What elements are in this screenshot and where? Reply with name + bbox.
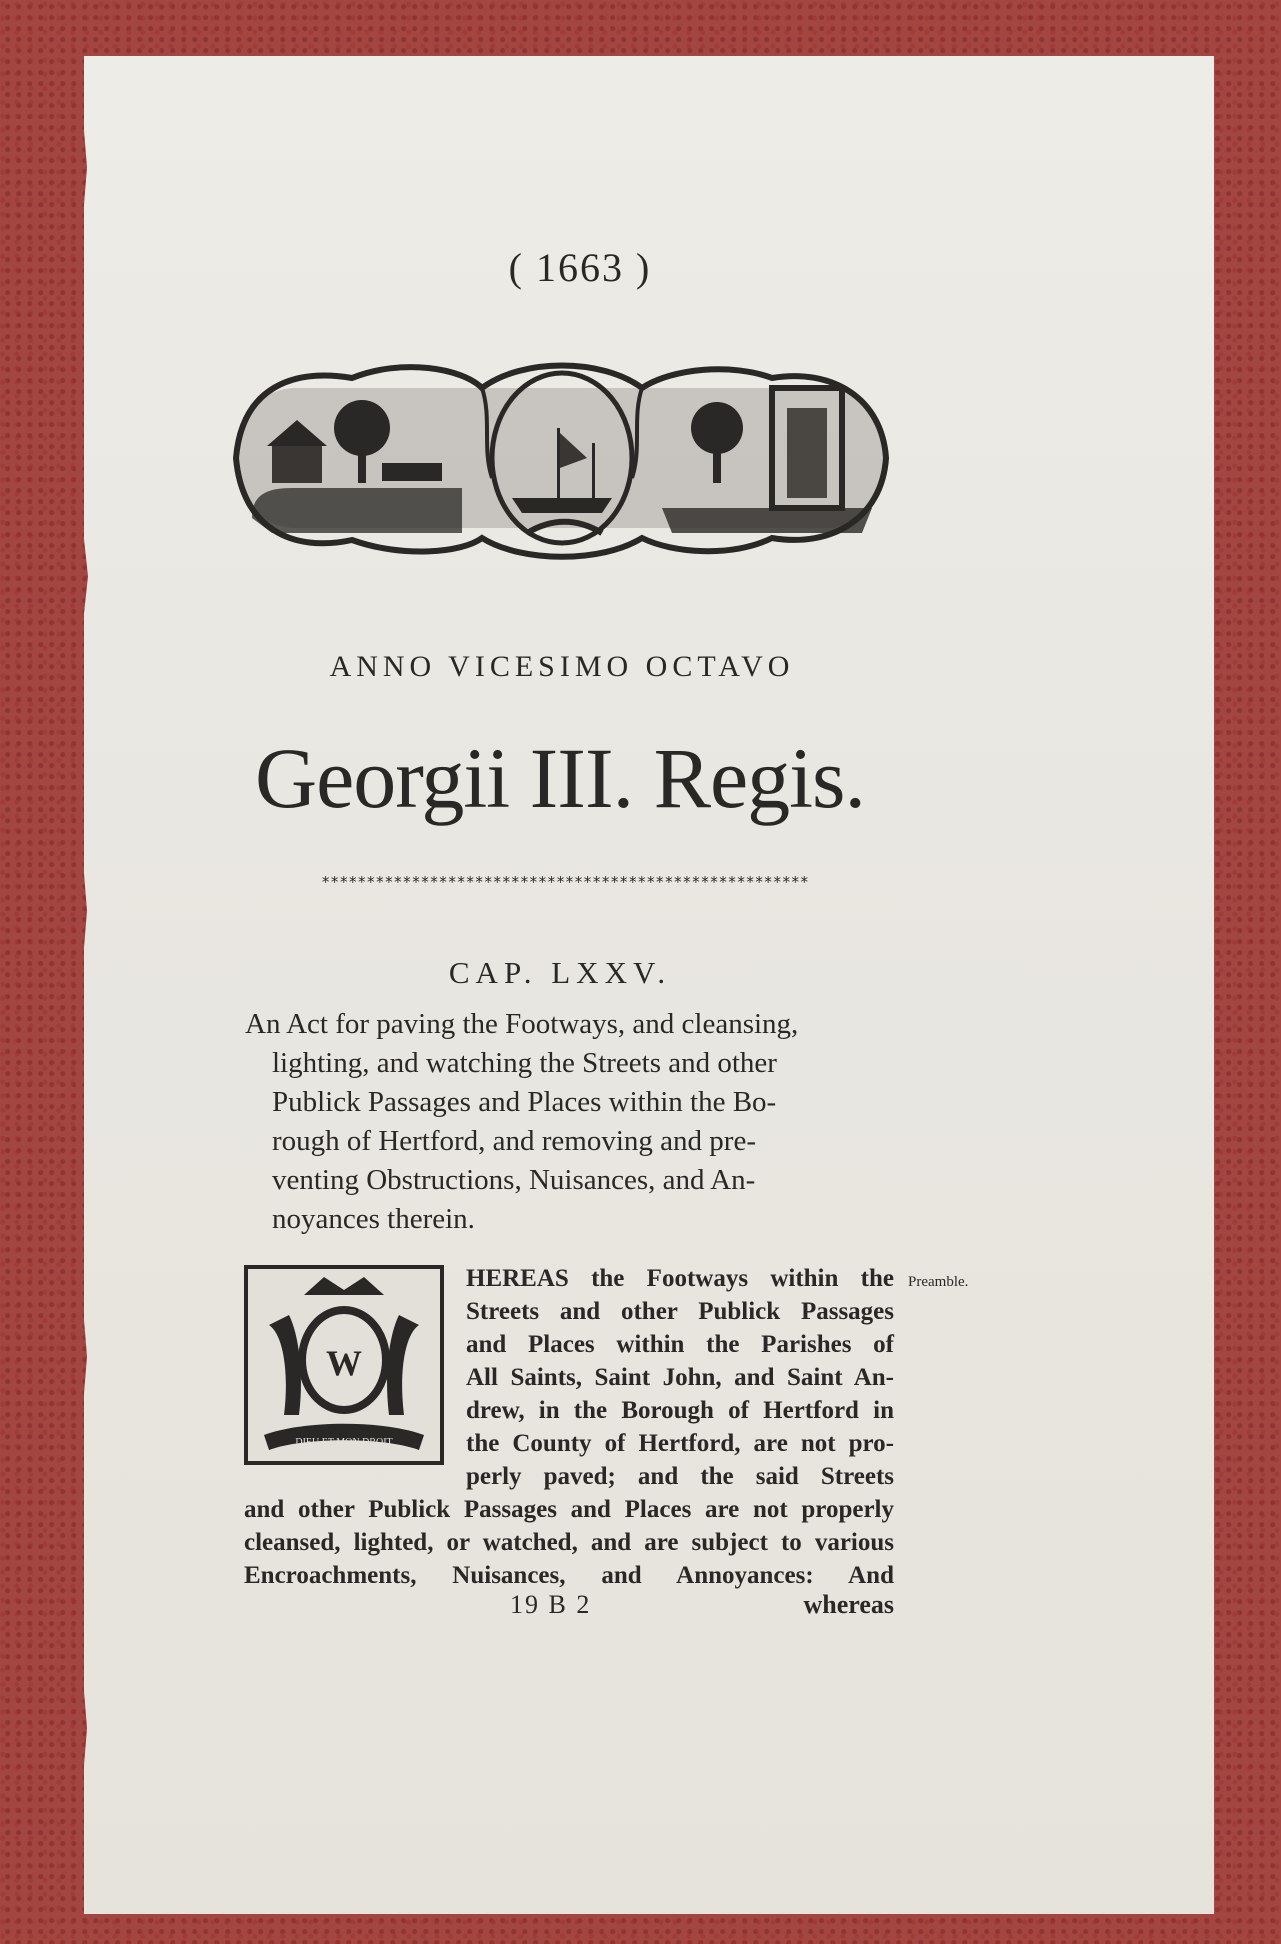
act-title-line: An Act for paving the Footways, and cleansing,: [245, 1008, 799, 1040]
act-title-line: lighting, and watching the Streets and other: [272, 1047, 777, 1079]
body-line: HEREAS the Footways within the: [466, 1265, 894, 1292]
act-title-line: Publick Passages and Places within the Bo-: [272, 1086, 777, 1118]
chapter-heading: CAP. LXXV.: [448, 955, 672, 990]
body-line: Encroachments, Nuisances, and Annoyances: And: [244, 1562, 894, 1589]
preamble-body: [244, 1262, 894, 1592]
headpiece-woodcut-icon: [232, 348, 890, 570]
act-title-line: noyances therein.: [272, 1203, 475, 1235]
page-number: ( 1663 ): [508, 245, 652, 290]
signature-mark: 19 B 2: [510, 1590, 592, 1619]
ornamental-rule: ******************************************************: [321, 873, 809, 891]
act-title-line: venting Obstructions, Nuisances, and An-: [272, 1164, 756, 1196]
body-line: perly paved; and the said Streets: [466, 1463, 894, 1490]
act-title-line: rough of Hertford, and removing and pre-: [272, 1125, 756, 1157]
year-heading: ANNO VICESIMO OCTAVO: [329, 650, 795, 683]
catchword: whereas: [803, 1590, 894, 1619]
act-title: [245, 1005, 895, 1239]
body-line: the County of Hertford, are not pro-: [466, 1430, 894, 1457]
reign-title: Georgii III. Regis.: [255, 730, 865, 826]
arms-initial-letter: W: [326, 1343, 362, 1383]
body-line: Streets and other Publick Passages: [466, 1298, 894, 1325]
body-line: cleansed, lighted, or watched, and are subject to various: [244, 1529, 894, 1556]
arms-motto: DIEU ET MON DROIT: [295, 1437, 393, 1448]
body-line: drew, in the Borough of Hertford in: [466, 1397, 894, 1424]
body-line: and Places within the Parishes of: [466, 1331, 894, 1358]
body-line: and other Publick Passages and Places are not properly: [244, 1496, 894, 1523]
body-line: All Saints, Saint John, and Saint An-: [466, 1364, 894, 1391]
margin-note: Preamble.: [908, 1274, 969, 1290]
